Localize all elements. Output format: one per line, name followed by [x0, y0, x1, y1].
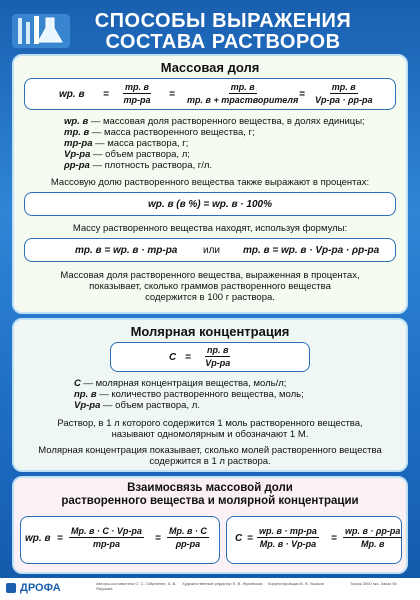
formula-lhs: wр. в: [59, 89, 85, 100]
molar-formula-eq: =: [185, 352, 191, 363]
footer-credit-editor: Художественный редактор Е. В. Жуковская: [182, 581, 263, 586]
relation-title: [14, 482, 406, 508]
mass-fraction-title: Массовая доля: [160, 60, 260, 75]
molar-formula-fraction: nр. в Vр-ра: [205, 345, 231, 368]
definition-row: mр. в — масса растворенного вещества, г;: [64, 127, 255, 138]
formula-eq-2: =: [169, 89, 175, 100]
formula-eq: =: [103, 89, 109, 100]
footer-credit-authors: Авторы-составители О. С. Габриелян, А. В. Яшукова: [96, 581, 177, 591]
relation-panel: [12, 476, 408, 574]
mass-formula-or: или: [203, 245, 221, 256]
molar-text-2-line-1: Молярная концентрация показывает, сколько молей растворенного вещества: [38, 445, 382, 456]
definition-row: Vр-ра — объем раствора, л;: [64, 149, 190, 160]
mass-fraction-note-line-2: показывает, сколько граммов растворенного вещества: [89, 281, 331, 292]
relation-left-eq-2: =: [155, 533, 161, 544]
definition-row: wр. в — массовая доля растворенного вещества, в долях единицы;: [64, 116, 365, 127]
relation-title-line-1: Взаимосвязь массовой доли: [127, 482, 293, 494]
poster-header: [0, 0, 420, 58]
mass-formula-box: [24, 238, 396, 262]
percent-formula: wр. в (в %) = wр. в · 100%: [148, 199, 272, 210]
formula-fraction-3: mр. в Vр-ра · ρр-ра: [315, 82, 373, 105]
formula-fraction-2: mр. в mр. в + mрастворителя: [187, 82, 299, 105]
formula-eq-3: =: [299, 89, 305, 100]
relation-left-fraction-1: Mр. в · C · Vр-ра mр-ра: [71, 526, 142, 549]
relation-right-eq: =: [247, 533, 253, 544]
molar-formula-box: [110, 342, 310, 372]
relation-right-lhs: C: [235, 533, 243, 544]
molar-formula-lhs: C: [169, 352, 177, 363]
formula-fraction-1: mр. в mр-ра: [123, 82, 151, 105]
publisher-logo-icon: [6, 583, 16, 593]
percent-intro: Массовую долю растворенного вещества также выражают в процентах:: [50, 177, 370, 188]
poster-title: [88, 11, 358, 53]
mass-fraction-note-line-3: содержится в 100 г раствора.: [145, 292, 275, 303]
relation-right-formula-box: [226, 516, 402, 564]
mass-fraction-formula-box: [24, 78, 396, 110]
molar-text-1-line-1: Раствор, в 1 л которого содержится 1 моль растворенного вещества,: [57, 418, 363, 429]
mass-fraction-panel: [12, 54, 408, 314]
definition-row: Vр-ра — объем раствора, л.: [74, 400, 200, 411]
mass-formula-b: mр. в = wр. в · Vр-ра · ρр-ра: [243, 245, 380, 256]
relation-left-eq: =: [57, 533, 63, 544]
relation-title-line-2: растворенного вещества и молярной концентрации: [61, 495, 359, 507]
molar-concentration-title: Молярная концентрация: [130, 324, 290, 339]
relation-right-fraction-2: wр. в · ρр-ра Mр. в: [345, 526, 401, 549]
molar-concentration-panel: [12, 318, 408, 472]
relation-left-lhs: wр. в: [25, 533, 51, 544]
poster-footer: [0, 578, 420, 600]
footer-credit-print: Тираж 3000 экз. Заказ №: [350, 581, 397, 586]
lab-glassware-icon: [10, 8, 72, 50]
footer-credit-proofreader: Корректировщик В. В. Ушаков: [268, 581, 324, 586]
mass-formula-a: mр. в = wр. в · mр-ра: [75, 245, 178, 256]
definition-row: ρр-ра — плотность раствора, г/л.: [64, 160, 213, 171]
publisher-name: ДРОФА: [20, 582, 61, 594]
relation-left-fraction-2: Mр. в · C ρр-ра: [169, 526, 207, 549]
title-line-2: СОСТАВА РАСТВОРОВ: [105, 31, 341, 53]
definition-row: C — молярная концентрация вещества, моль/л;: [74, 378, 287, 389]
relation-right-eq-2: =: [331, 533, 337, 544]
title-line-1: СПОСОБЫ ВЫРАЖЕНИЯ: [94, 10, 352, 32]
percent-formula-box: [24, 192, 396, 216]
definition-row: mр-ра — масса раствора, г;: [64, 138, 189, 149]
definition-row: nр. в — количество растворенного вещества, моль;: [74, 389, 304, 400]
relation-right-fraction-1: wр. в · mр-ра Mр. в · Vр-ра: [259, 526, 317, 549]
molar-text-1-line-2: называют одномолярным и обозначают 1 М.: [111, 429, 309, 440]
molar-text-2-line-2: содержится в 1 л раствора.: [149, 456, 271, 467]
relation-left-formula-box: [20, 516, 220, 564]
mass-intro: Массу растворенного вещества находят, используя формулы:: [72, 223, 348, 234]
mass-fraction-note-line-1: Массовая доля растворенного вещества, выраженная в процентах,: [60, 270, 360, 281]
